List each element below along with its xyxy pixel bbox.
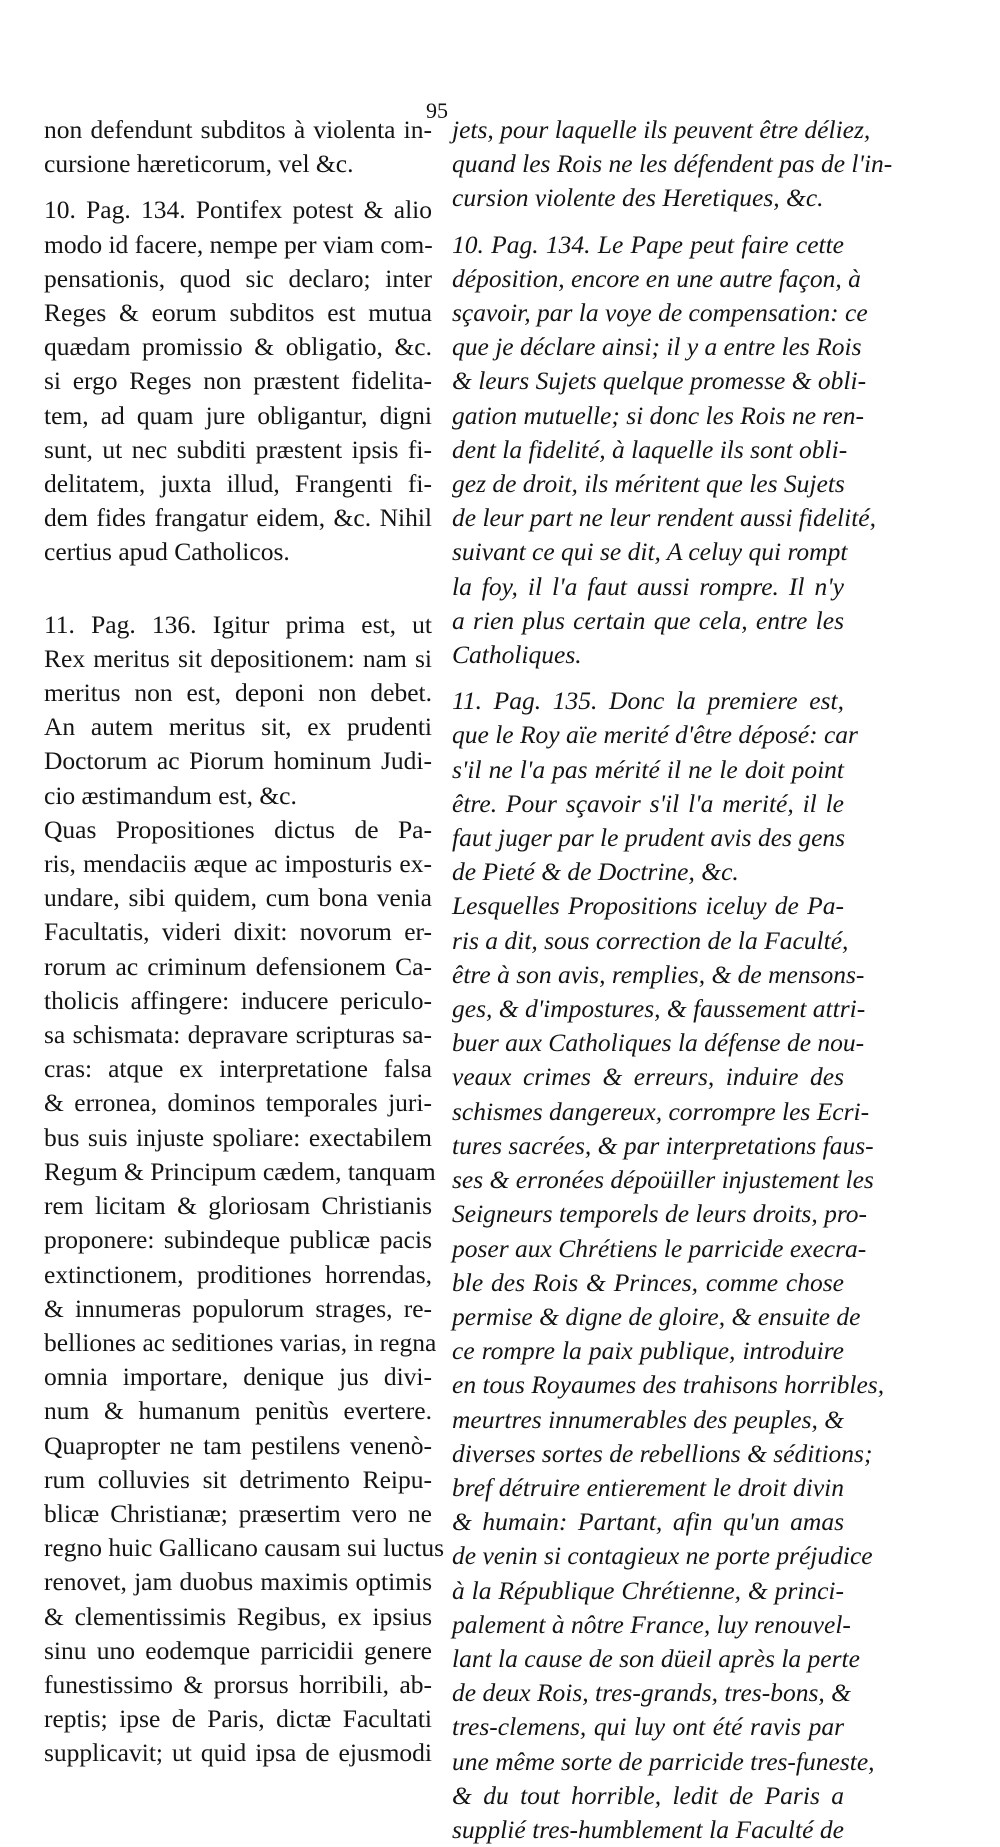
text-line: que je déclare ainsi; il y a entre les Rois [452, 332, 862, 362]
text-line: & clementissimis Regibus, ex ipsius [44, 1601, 432, 1631]
text-line: belliones ac seditiones varias, in regna [44, 1327, 437, 1357]
text-line: veaux crimes & erreurs, induire des [452, 1062, 844, 1092]
text-line: regno huic Gallicano causam sui luctus [44, 1533, 445, 1563]
text-line: tures sacrées, & par interpretations faus- [452, 1130, 874, 1160]
text-line: ges, & d'impostures, & faussement attri- [452, 994, 866, 1024]
text-line: être. Pour sçavoir s'il l'a merité, il le [452, 788, 844, 818]
text-line: undare, sibi quidem, cum bona venia [44, 883, 432, 913]
text-line: rem licitam & gloriosam Christianis [44, 1191, 432, 1221]
text-line: Facultatis, videri dixit: novorum er- [44, 917, 432, 947]
text-line: en tous Royaumes des trahisons horribles, [452, 1370, 885, 1400]
text-line: & du tout horrible, ledit de Paris a [452, 1780, 844, 1810]
text-line: tholicis affingere: inducere periculo- [44, 985, 432, 1015]
text-line: de Pieté & de Doctrine, &c. [452, 857, 739, 887]
text-line: tem, ad quam jure obligantur, digni [44, 400, 432, 430]
text-line: diverses sortes de rebellions & séditions; [452, 1438, 873, 1468]
text-line: palement à nôtre France, luy renouvel- [452, 1609, 851, 1639]
text-line: de deux Rois, tres-grands, tres-bons, & [452, 1678, 851, 1708]
text-line: gez de droit, ils méritent que les Sujets [452, 469, 845, 499]
text-line: gation mutuelle; si donc les Rois ne ren- [452, 400, 864, 430]
text-line: renovet, jam duobus maximis optimis [44, 1567, 432, 1597]
text-line: 11. Pag. 135. Donc la premiere est, [452, 686, 844, 716]
text-line: meurtres innumerables des peuples, & [452, 1404, 845, 1434]
french-column [452, 113, 893, 1847]
text-line: Regum & Principum cædem, tanquam [44, 1156, 436, 1186]
text-line: num & humanum penitùs evertere. [44, 1396, 432, 1426]
text-line: ce rompre la paix publique, introduire [452, 1336, 844, 1366]
text-line: modo id facere, nempe per viam com- [44, 229, 433, 259]
text-line: déposition, encore en une autre façon, à [452, 263, 861, 293]
text-line: sinu uno eodemque parricidii genere [44, 1635, 432, 1665]
text-line: & leurs Sujets quelque promesse & obli- [452, 366, 867, 396]
text-line: a rien plus certain que cela, entre les [452, 605, 844, 635]
text-line: blicæ Christianæ; præsertim vero ne [44, 1498, 432, 1528]
text-line: si ergo Reges non præstent fidelita- [44, 366, 432, 396]
text-line: dem fides frangatur eidem, &c. Nihil [44, 503, 432, 533]
text-line: tres-clemens, qui luy ont été ravis par [452, 1712, 844, 1742]
text-line: rum colluvies sit detrimento Reipu- [44, 1464, 432, 1494]
text-line: pensationis, quod sic declaro; inter [44, 263, 432, 293]
text-line: sa schismata: depravare scripturas sa- [44, 1020, 432, 1050]
text-line: bref détruire entierement le droit divin [452, 1472, 844, 1502]
text-line: Lesquelles Propositions iceluy de Pa- [452, 891, 844, 921]
text-line: buer aux Catholiques la défense de nou- [452, 1028, 865, 1058]
text-line: cio æstimandum est, &c. [44, 780, 297, 810]
text-line: dent la fidelité, à laquelle ils sont obli- [452, 434, 848, 464]
text-line: Doctorum ac Piorum hominum Judi- [44, 746, 432, 776]
text-line: certius apud Catholicos. [44, 537, 290, 567]
text-line: bus suis injuste spoliare: exectabilem [44, 1122, 432, 1152]
text-line: cursion violente des Heretiques, &c. [452, 183, 824, 213]
page-number: 95 [426, 98, 448, 123]
text-line: quand les Rois ne les défendent pas de l'in- [452, 149, 893, 179]
text-line: jets, pour laquelle ils peuvent être déliez, [452, 115, 871, 144]
text-line: Quapropter ne tam pestilens venenò- [44, 1430, 432, 1460]
text-line: cras: atque ex interpretatione falsa [44, 1054, 432, 1084]
text-line: supplié tres-humblement la Faculté de [452, 1814, 844, 1844]
text-line: sunt, ut nec subditi præstent ipsis fi- [44, 434, 432, 464]
text-line: une même sorte de parricide tres-funeste, [452, 1746, 875, 1776]
text-line: 11. Pag. 136. Igitur prima est, ut [44, 609, 432, 639]
text-line: faut juger par le prudent avis des gens [452, 823, 846, 853]
latin-column [44, 113, 445, 1771]
text-line: Reges & eorum subditos est mutua [44, 298, 432, 328]
text-line: s'il ne l'a pas mérité il ne le doit point [452, 754, 844, 784]
text-line: Rex meritus sit depositionem: nam si [44, 643, 432, 673]
text-line: cursione hæreticorum, vel &c. [44, 149, 354, 179]
text-line: la foy, il l'a faut aussi rompre. Il n'y [452, 571, 844, 601]
text-line: ses & erronées dépoüiller injustement les [452, 1165, 874, 1195]
text-line: funestissimo & prorsus horribili, ab- [44, 1669, 432, 1699]
text-line: delitatem, juxta illud, Frangenti fi- [44, 469, 432, 499]
text-line: reptis; ipse de Paris, dictæ Facultati [44, 1704, 432, 1734]
text-line: An autem meritus sit, ex prudenti [44, 712, 432, 742]
text-line: de venin si contagieux ne porte préjudice [452, 1541, 873, 1571]
text-line: que le Roy aïe merité d'être déposé: car [452, 720, 858, 750]
text-line: Quas Propositiones dictus de Pa- [44, 814, 432, 844]
text-line: omnia importare, denique jus divi- [44, 1362, 432, 1392]
text-line: & erronea, dominos temporales juri- [44, 1088, 432, 1118]
text-line: 10. Pag. 134. Le Pape peut faire cette [452, 229, 844, 259]
text-line: lant la cause de son düeil après la perte [452, 1643, 860, 1673]
text-line: ris, mendaciis æque ac imposturis ex- [44, 849, 432, 879]
text-line: non defendunt subditos à violenta in- [44, 115, 432, 144]
text-line: quædam promissio & obligatio, &c. [44, 332, 432, 362]
text-line: extinctionem, proditiones horrendas, [44, 1259, 432, 1289]
text-line: permise & digne de gloire, & ensuite de [452, 1301, 861, 1331]
text-line: de leur part ne leur rendent aussi fidelité, [452, 503, 876, 533]
text-line: être à son avis, remplies, & de mensons- [452, 959, 865, 989]
text-line: ris a dit, sous correction de la Faculté, [452, 925, 849, 955]
text-line: Catholiques. [452, 640, 582, 670]
text-line: rorum ac criminum defensionem Ca- [44, 951, 432, 981]
text-line: supplicavit; ut quid ipsa de ejusmodi [44, 1738, 432, 1768]
text-line: à la République Chrétienne, & princi- [452, 1575, 844, 1605]
text-line: 10. Pag. 134. Pontifex potest & alio [44, 195, 432, 225]
text-line: Seigneurs temporels de leurs droits, pro- [452, 1199, 868, 1229]
text-line: & innumeras populorum strages, re- [44, 1293, 432, 1323]
text-line: proponere: subindeque publicæ pacis [44, 1225, 432, 1255]
text-line: suivant ce qui se dit, A celuy qui rompt [452, 537, 848, 567]
text-line: poser aux Chrétiens le parricide execra- [452, 1233, 867, 1263]
text-line: schismes dangereux, corrompre les Ecri- [452, 1096, 870, 1126]
text-line: meritus non est, deponi non debet. [44, 678, 432, 708]
text-line: sçavoir, par la voye de compensation: ce [452, 298, 868, 328]
text-line: & humain: Partant, afin qu'un amas [452, 1507, 844, 1537]
text-line: ble des Rois & Princes, comme chose [452, 1267, 844, 1297]
